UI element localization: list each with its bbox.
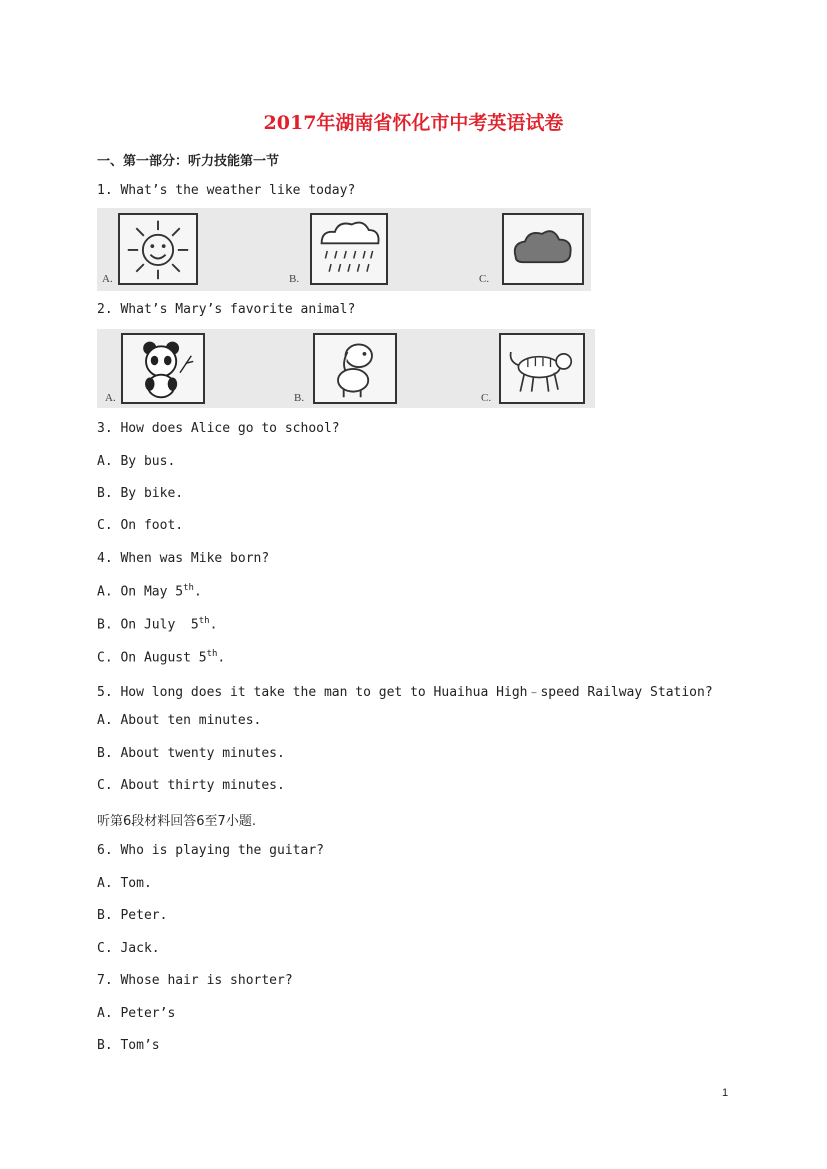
question-4-option-c <box>97 649 225 665</box>
option-period: . <box>193 584 202 600</box>
question-2-text: 2. What’s Mary’s favorite animal? <box>97 302 356 317</box>
question-3-option-c: C. On foot. <box>97 518 184 533</box>
question-6-option-a: A. Tom. <box>97 876 152 891</box>
option-period: . <box>217 650 226 666</box>
question-6-option-c: C. Jack. <box>97 941 160 956</box>
document-title: 2017年湖南省怀化市中考英语试卷 <box>263 112 564 134</box>
question-1-picture-strip <box>97 208 591 291</box>
cloud-icon <box>502 213 584 285</box>
question-7-text: 7. Whose hair is shorter? <box>97 973 293 988</box>
question-4-option-b <box>97 616 217 632</box>
question-7-option-a: A. Peter’s <box>97 1006 176 1021</box>
tiger-icon <box>499 333 585 404</box>
question-3-option-b: B. By bike. <box>97 486 184 501</box>
option-period: . <box>209 617 218 633</box>
question-4-option-a <box>97 583 202 599</box>
question-4-text: 4. When was Mike born? <box>97 551 270 566</box>
question-6-option-b: B. Peter. <box>97 908 168 923</box>
section-heading: 一、第一部分：听力技能第一节 <box>97 154 280 169</box>
question-5-option-a: A. About ten minutes. <box>97 713 262 728</box>
question-5-option-b: B. About twenty minutes. <box>97 746 285 761</box>
ordinal-suffix: th <box>183 583 194 593</box>
question-1-option-c-label: C. <box>479 273 490 285</box>
question-1-text: 1. What’s the weather like today? <box>97 183 356 198</box>
question-1-option-a-label: A. <box>102 273 113 285</box>
question-5-text: 5. How long does it take the man to get to Huaihua High﹣speed Railway Station? <box>97 685 713 700</box>
option-text: B. On July 5 <box>97 617 199 633</box>
question-7-option-b: B. Tom’s <box>97 1038 160 1053</box>
question-3-option-a: A. By bus. <box>97 454 176 469</box>
question-1-option-b-label: B. <box>289 273 300 285</box>
rain-cloud-icon <box>310 213 388 285</box>
question-3-text: 3. How does Alice go to school? <box>97 421 340 436</box>
panda-icon <box>121 333 205 404</box>
dog-icon <box>313 333 397 404</box>
question-6-text: 6. Who is playing the guitar? <box>97 843 324 858</box>
ordinal-suffix: th <box>198 616 210 626</box>
listening-note: 听第6段材料回答6至7小题. <box>97 814 256 829</box>
sun-icon <box>118 213 198 285</box>
option-text: A. On May 5 <box>97 584 184 600</box>
option-text: C. On August 5 <box>97 650 207 666</box>
question-5-option-c: C. About thirty minutes. <box>97 778 285 793</box>
question-2-option-c-label: C. <box>481 392 492 404</box>
page-number: 1 <box>722 1087 729 1099</box>
question-2-option-a-label: A. <box>105 392 116 404</box>
question-2-picture-strip <box>97 329 595 408</box>
question-2-option-b-label: B. <box>294 392 305 404</box>
ordinal-suffix: th <box>206 649 218 659</box>
